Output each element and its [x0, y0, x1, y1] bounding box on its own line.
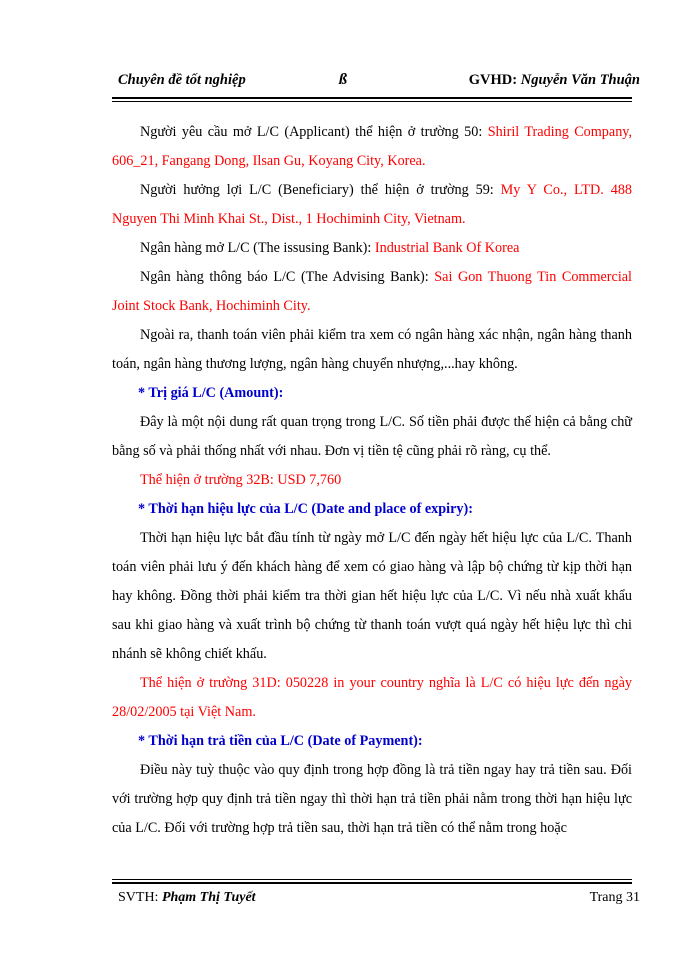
paragraph-text: Ngân hàng mở L/C (The issusing Bank):: [140, 240, 375, 256]
header-ornament: ß: [339, 71, 347, 88]
footer-rule-thin: [112, 879, 632, 880]
page-body: [112, 118, 632, 843]
page-number: Trang 31: [589, 890, 640, 905]
paragraph-beneficiary: [112, 176, 632, 234]
heading-expiry: * Thời hạn hiệu lực của L/C (Date and place of expiry):: [138, 501, 473, 517]
paragraph-text: Ngân hàng thông báo L/C (The Advising Bank):: [140, 269, 435, 285]
heading-amount: * Trị giá L/C (Amount):: [138, 385, 284, 401]
footer-student-label: SVTH:: [118, 890, 162, 905]
header-advisor: [469, 72, 640, 89]
footer-rule-thick: [112, 882, 632, 884]
paragraph-other-banks: Ngoài ra, thanh toán viên phải kiểm tra xem có ngân hàng xác nhận, ngân hàng thanh toán, ngân hàng thương lượng, ngân hàng chuyển nhượng,...hay không.: [112, 327, 632, 372]
paragraph-applicant: [112, 118, 632, 176]
highlight-text: Sai Gon Thuong Tin Commercial Joint Stock Bank, Hochiminh City.: [112, 269, 632, 314]
page-header: [112, 71, 640, 94]
highlight-text: Industrial Bank Of Korea: [374, 240, 520, 256]
paragraph-expiry: Thời hạn hiệu lực bắt đầu tính từ ngày mở L/C đến ngày hết hiệu lực của L/C. Thanh toán viên phải lưu ý đến khách hàng để xem có giao hàng và lập bộ chứng từ kịp thời hạn hay không. Đồng thời phải kiểm tra thời gian hết hiệu lực của L/C. Vì nếu nhà xuất khẩu sau khi giao hàng và xuất trình bộ chứng từ thanh toán vượt quá ngày hết hiệu lực thì chi nhánh sẽ không chiết khấu.: [112, 530, 632, 662]
paragraph-advising-bank: [112, 263, 632, 321]
highlight-text: My Y Co., LTD. 488 Nguyen Thi Minh Khai St., Dist., 1 Hochiminh City, Vietnam.: [112, 182, 633, 227]
paragraph-text: Người hưởng lợi L/C (Beneficiary) thể hiện ở trường 59:: [140, 182, 501, 198]
footer-student: [118, 890, 256, 906]
footer-student-name: Phạm Thị Tuyết: [161, 890, 256, 905]
highlight-text: Shiril Trading Company, 606_21, Fangang Dong, Ilsan Gu, Koyang City, Korea.: [112, 124, 633, 169]
heading-payment: * Thời hạn trả tiền của L/C (Date of Payment):: [138, 733, 423, 749]
header-rule-thick: [112, 97, 632, 99]
field-31d-paragraph: Thể hiện ở trường 31D: 050228 in your country nghĩa là L/C có hiệu lực đến ngày 28/02/2005 tại Việt Nam.: [112, 675, 632, 720]
paragraph-issuing-bank: [112, 234, 632, 263]
header-topic: Chuyên đề tốt nghiệp: [118, 72, 246, 88]
header-advisor-name: Nguyễn Văn Thuận: [520, 72, 640, 88]
paragraph-amount: Đây là một nội dung rất quan trọng trong L/C. Số tiền phải được thể hiện cả bằng chữ bằng số và phải thống nhất với nhau. Đơn vị tiền tệ cũng phải rõ ràng, cụ thể.: [112, 414, 632, 459]
field-32b-line: Thể hiện ở trường 32B: USD 7,760: [140, 472, 342, 488]
header-advisor-label: GVHD:: [468, 72, 521, 88]
paragraph-payment: Điều này tuỳ thuộc vào quy định trong hợp đồng là trả tiền ngay hay trả tiền sau. Đối với trường hợp quy định trả tiền ngay thì thời hạn trả tiền phải nằm trong thời hạn hiệu lực của L/C. Đối với trường hợp trả tiền sau, thời hạn trả tiền có thể nằm trong hoặc: [112, 762, 632, 836]
header-rule-thin: [112, 101, 632, 102]
page-footer: [112, 890, 640, 910]
paragraph-text: Người yêu cầu mở L/C (Applicant) thể hiện ở trường 50:: [140, 124, 488, 140]
